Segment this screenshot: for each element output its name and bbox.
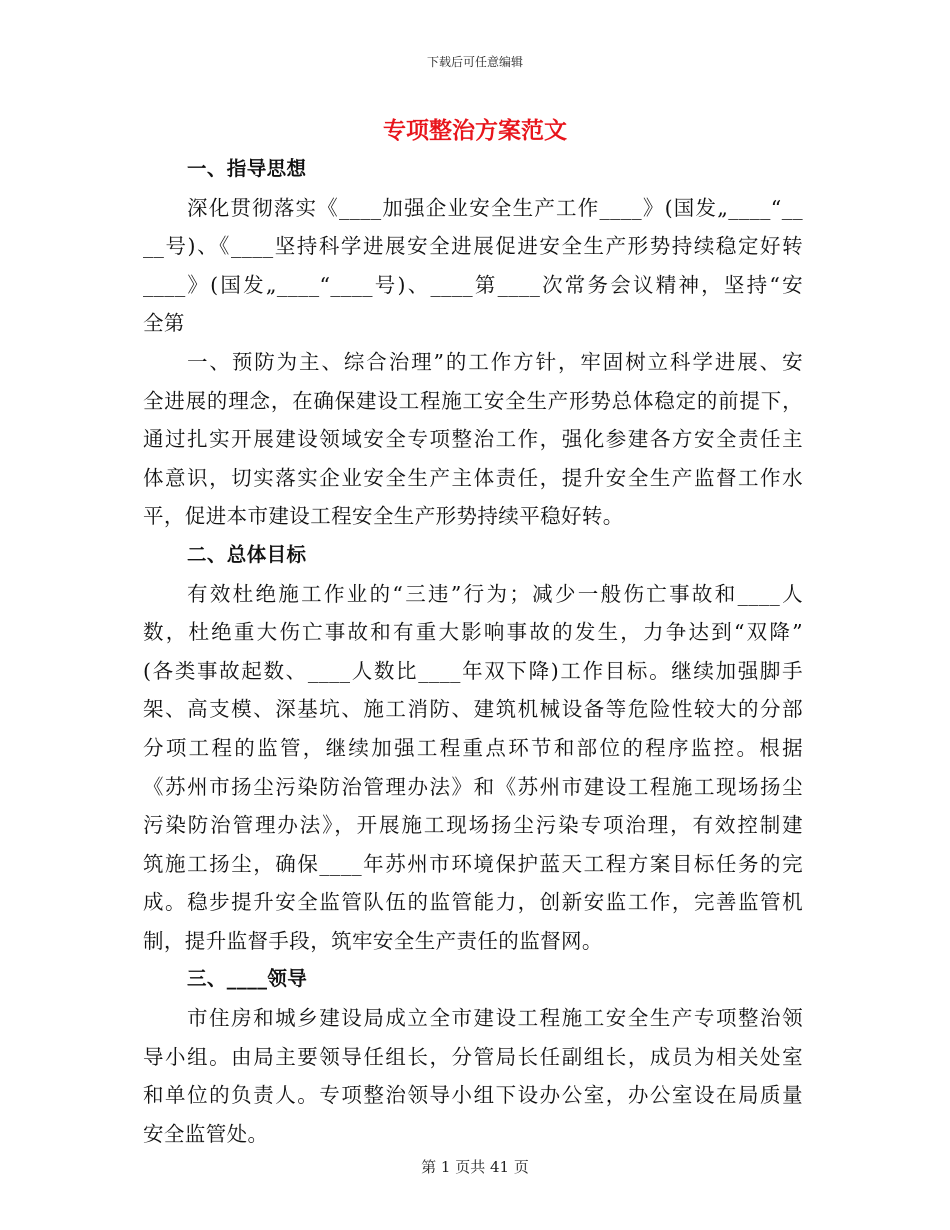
paragraph-line: 污染防治管理办法》，开展施工现场扬尘污染专项治理，有效控制建 xyxy=(143,813,803,838)
document-title: 专项整治方案范文 xyxy=(383,118,567,144)
paragraph-line: 市住房和城乡建设局成立全市建设工程施工安全生产专项整治领 xyxy=(187,1006,803,1031)
page-number-footer: 第 1 页共 41 页 xyxy=(421,1158,529,1176)
paragraph-line: 制，提升监督手段，筑牢安全生产责任的监督网。 xyxy=(143,928,603,953)
paragraph-line: 平，促进本市建设工程安全生产形势持续平稳好转。 xyxy=(143,504,624,529)
paragraph-line: 全第 xyxy=(143,311,185,336)
section-heading: 二、总体目标 xyxy=(187,542,307,566)
paragraph-line: ____》(国发„____“____号)、____第____次常务会议精神，坚持“安 xyxy=(143,272,803,297)
paragraph-line: 数，杜绝重大伤亡事故和有重大影响事故的发生，力争达到“双降” xyxy=(143,620,803,645)
paragraph-line: (各类事故起数、____人数比____年双下降)工作目标。继续加强脚手 xyxy=(143,658,803,683)
document-body xyxy=(143,150,803,1153)
page-header-note: 下载后可任意编辑 xyxy=(426,55,523,69)
paragraph-line: 通过扎实开展建设领域安全专项整治工作，强化参建各方安全责任主 xyxy=(143,427,803,452)
paragraph-line: 体意识，切实落实企业安全生产主体责任，提升安全生产监督工作水 xyxy=(143,465,803,490)
paragraph-line: __号)、《____坚持科学进展安全进展促进安全生产形势持续稳定好转 xyxy=(143,234,803,259)
paragraph-line: 安全监管处。 xyxy=(143,1121,269,1146)
paragraph-line: 成。稳步提升安全监管队伍的监管能力，创新安监工作，完善监管机 xyxy=(143,890,803,915)
section-heading: 三、____领导 xyxy=(187,967,308,991)
paragraph-line: 架、高支模、深基坑、施工消防、建筑机械设备等危险性较大的分部 xyxy=(143,697,803,722)
paragraph-line: 一、预防为主、综合治理”的工作方针，牢固树立科学进展、安 xyxy=(187,349,803,374)
paragraph-line: 深化贯彻落实《____加强企业安全生产工作____》(国发„____“__ xyxy=(187,195,803,220)
paragraph-line: 和单位的负责人。专项整治领导小组下设办公室，办公室设在局质量 xyxy=(143,1083,803,1108)
paragraph-line: 筑施工扬尘，确保____年苏州市环境保护蓝天工程方案目标任务的完 xyxy=(143,851,803,876)
paragraph-line: 分项工程的监管，继续加强工程重点环节和部位的程序监控。根据 xyxy=(143,735,803,760)
section-heading: 一、指导思想 xyxy=(187,157,307,180)
paragraph-line: 《苏州市扬尘污染防治管理办法》和《苏州市建设工程施工现场扬尘 xyxy=(143,774,803,799)
paragraph-line: 导小组。由局主要领导任组长，分管局长任副组长，成员为相关处室 xyxy=(143,1044,803,1069)
paragraph-line: 有效杜绝施工作业的“三违”行为；减少一般伤亡事故和____人 xyxy=(187,581,803,606)
paragraph-line: 全进展的理念，在确保建设工程施工安全生产形势总体稳定的前提下， xyxy=(143,388,803,413)
